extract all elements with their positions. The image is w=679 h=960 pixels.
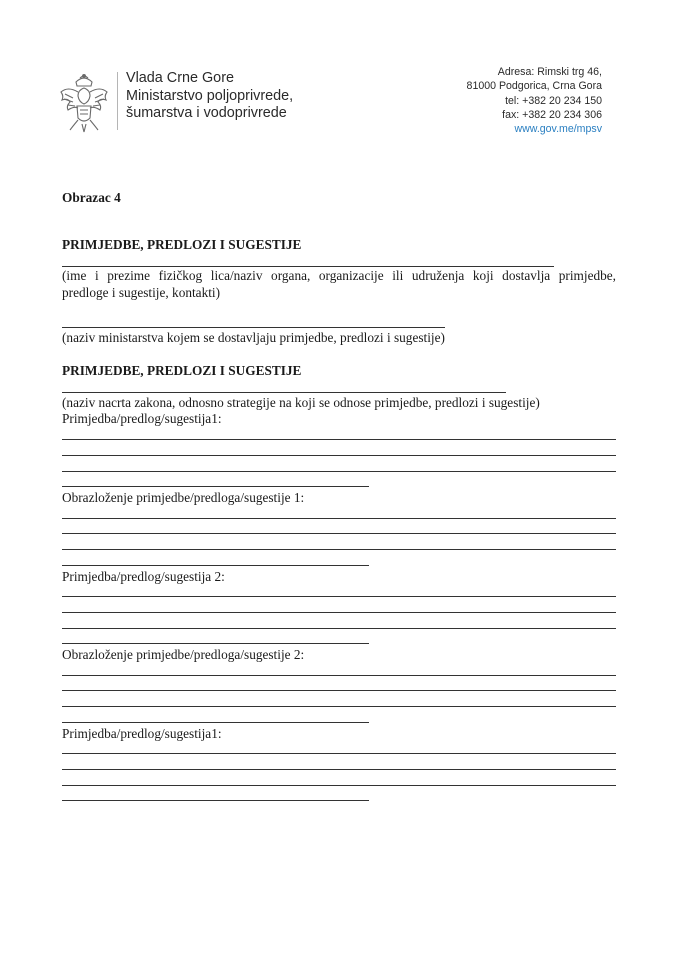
header-divider <box>117 72 118 130</box>
answer-line[interactable] <box>62 628 616 629</box>
org-line: Ministarstvo poljoprivrede, <box>126 87 294 104</box>
org-line: šumarstva i vodoprivrede <box>126 105 287 121</box>
answer-line[interactable] <box>62 643 369 644</box>
answer-line[interactable] <box>62 533 616 534</box>
form-heading: PRIMJEDBE, PREDLOZI I SUGESTIJE <box>62 363 302 378</box>
answer-line[interactable] <box>62 800 369 801</box>
draft-caption: (naziv nacrta zakona, odnosno strategije na koji se odnose primjedbe, predlozi i sugestije) <box>62 395 540 410</box>
answer-line[interactable] <box>62 565 369 566</box>
ministry-line[interactable] <box>62 327 445 328</box>
answer-line[interactable] <box>62 612 616 613</box>
submitter-caption-cont: predloge i sugestije, kontakti) <box>62 285 221 300</box>
coat-of-arms-icon <box>58 72 110 134</box>
answer-line[interactable] <box>62 753 616 754</box>
submitter-line[interactable] <box>62 266 554 267</box>
answer-line[interactable] <box>62 722 369 723</box>
answer-line[interactable] <box>62 690 616 691</box>
section-label: Obrazloženje primjedbe/predloga/sugestije 1: <box>62 490 305 505</box>
answer-line[interactable] <box>62 675 616 676</box>
answer-line[interactable] <box>62 549 616 550</box>
website-link[interactable]: www.gov.me/mpsv <box>514 123 602 136</box>
form-label: Obrazac 4 <box>62 190 121 205</box>
answer-line[interactable] <box>62 439 616 440</box>
address-line: Adresa: Rimski trg 46, <box>497 66 602 78</box>
organization-name <box>126 70 293 123</box>
section-label: Primjedba/predlog/sugestija1: <box>62 411 222 426</box>
section-label: Primjedba/predlog/sugestija1: <box>62 726 222 741</box>
answer-line[interactable] <box>62 471 616 472</box>
address-line: 81000 Podgorica, Crna Gora <box>466 80 602 93</box>
answer-line[interactable] <box>62 486 369 487</box>
contact-block <box>467 65 602 136</box>
section-label: Primjedba/predlog/sugestija 2: <box>62 569 225 584</box>
answer-line[interactable] <box>62 785 616 786</box>
answer-line[interactable] <box>62 769 616 770</box>
section-label: Obrazloženje primjedbe/predloga/sugestije 2: <box>62 647 305 662</box>
phone: tel: +382 20 234 150 <box>505 94 602 107</box>
answer-line[interactable] <box>62 596 616 597</box>
answer-line[interactable] <box>62 706 616 707</box>
answer-line[interactable] <box>62 518 616 519</box>
draft-line[interactable] <box>62 392 506 393</box>
form-heading: PRIMJEDBE, PREDLOZI I SUGESTIJE <box>62 237 302 252</box>
ministry-caption: (naziv ministarstva kojem se dostavljaju primjedbe, predlozi i sugestije) <box>62 330 445 345</box>
submitter-caption: (ime i prezime fizičkog lica/naziv organa, organizacije ili udruženja koji dostavlja primjedbe, <box>62 268 616 283</box>
org-line: Vlada Crne Gore <box>126 70 234 86</box>
fax: fax: +382 20 234 306 <box>502 108 602 121</box>
answer-line[interactable] <box>62 455 616 456</box>
